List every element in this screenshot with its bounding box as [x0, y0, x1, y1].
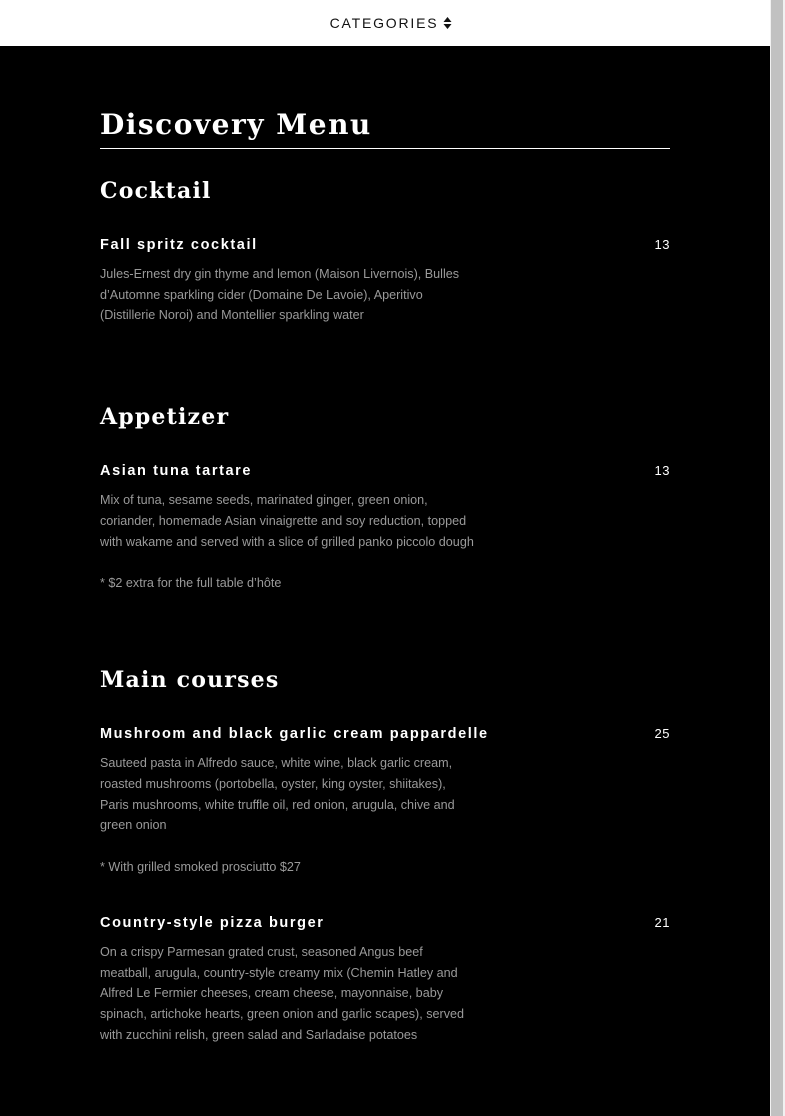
menu-section-main-courses — [100, 666, 670, 1045]
categories-label: CATEGORIES — [329, 15, 439, 31]
top-nav-bar — [0, 0, 770, 46]
section-title: Cocktail — [100, 178, 212, 204]
page-scrollbar[interactable] — [770, 0, 785, 1116]
menu-item — [100, 236, 670, 326]
item-note: * With grilled smoked prosciutto $27 — [100, 860, 301, 875]
section-title: Main courses — [100, 667, 280, 694]
item-name: Country-style pizza burger — [100, 915, 325, 932]
item-price: 25 — [654, 726, 670, 742]
menu-content — [100, 46, 670, 1046]
item-name: Fall spritz cocktail — [100, 237, 258, 253]
sort-updown-icon — [442, 16, 452, 30]
menu-item — [100, 725, 670, 877]
item-description: On a crispy Parmesan grated crust, seasoned Angus beef meatball, arugula, country-style creamy mix (Chemin Hatley and Alfred Le Fermier cheeses, cream cheese, mayonnaise, baby spinach, artichoke hearts, green onion and garlic scapes), served with zucchini relish, green salad and Sarladaise potatoes — [100, 945, 465, 1042]
item-price: 13 — [654, 237, 670, 252]
item-note: * $2 extra for the full table d’hôte — [100, 576, 282, 591]
scrollbar-thumb[interactable] — [771, 0, 783, 1116]
item-price: 13 — [654, 463, 670, 479]
menu-item — [100, 914, 670, 1046]
item-description: Mix of tuna, sesame seeds, marinated ginger, green onion, coriander, homemade Asian vinaigrette and soy reduction, topped with wakame and served with a slice of grilled panko piccolo dough — [100, 493, 474, 549]
categories-dropdown-button[interactable] — [330, 15, 453, 31]
menu-section-cocktail — [100, 177, 670, 326]
item-name: Mushroom and black garlic cream pappardelle — [100, 726, 489, 743]
item-description: Jules-Ernest dry gin thyme and lemon (Maison Livernois), Bulles d’Automne sparkling cider (Domaine De Lavoie), Aperitivo (Distillerie Noroi) and Montellier sparkling water — [100, 267, 460, 323]
item-name: Asian tuna tartare — [100, 463, 253, 480]
menu-section-appetizer — [100, 403, 670, 593]
item-description: Sauteed pasta in Alfredo sauce, white wine, black garlic cream, roasted mushrooms (portobella, oyster, king oyster, shiitakes), Paris mushrooms, white truffle oil, red onion, arugula, chive and green onion — [100, 756, 455, 833]
item-price: 21 — [654, 915, 670, 931]
section-title: Appetizer — [100, 404, 230, 431]
menu-item — [100, 462, 670, 593]
page-title: Discovery Menu — [100, 46, 670, 149]
